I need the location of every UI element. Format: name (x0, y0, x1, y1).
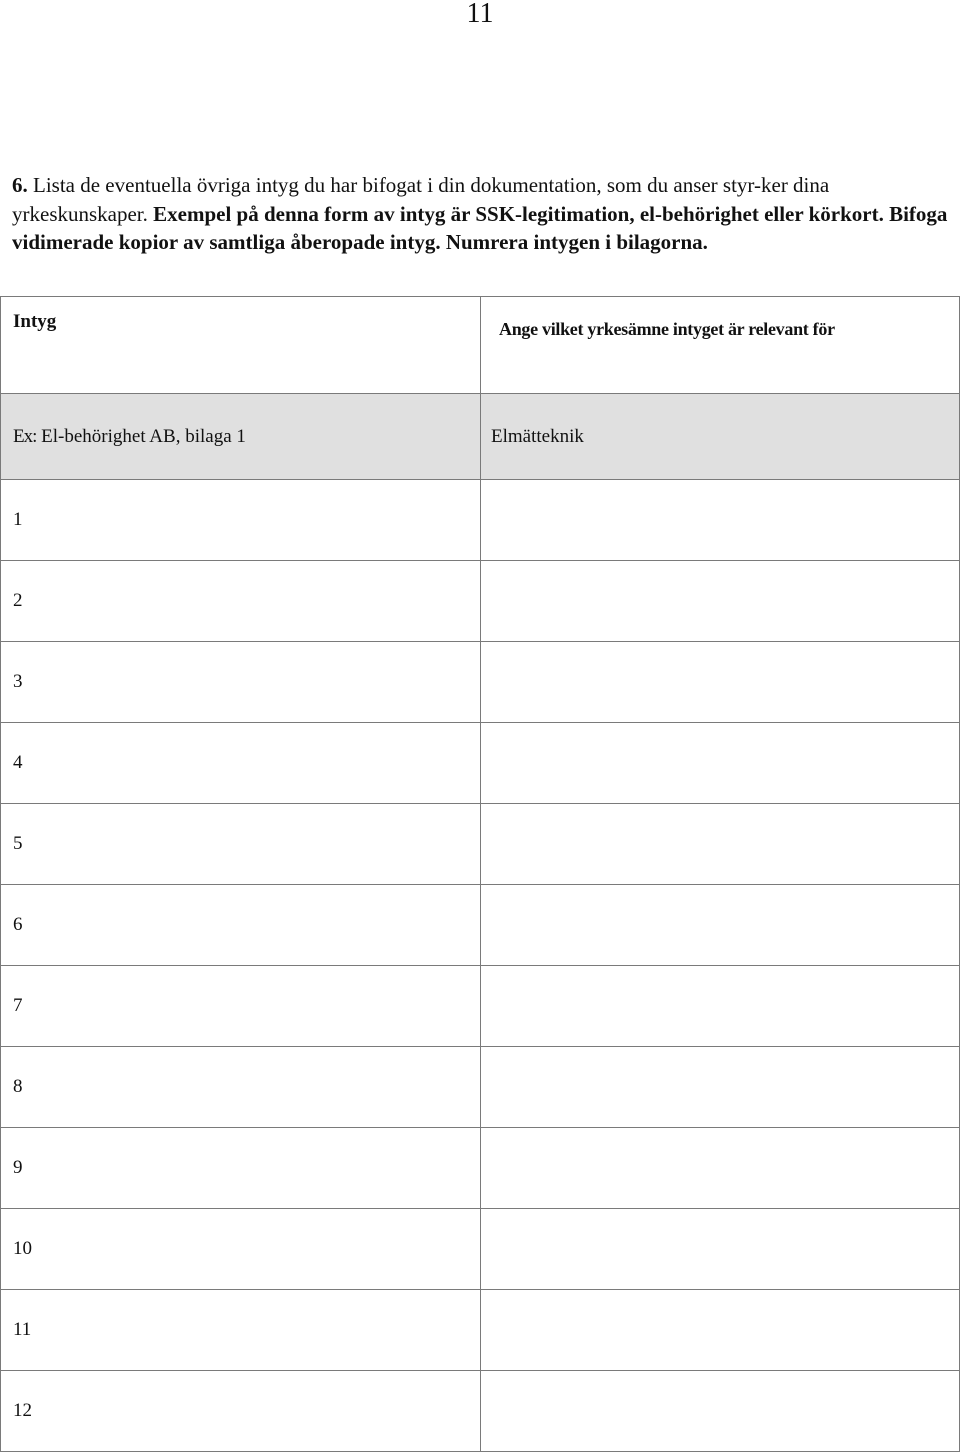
row-number: 12 (13, 1400, 32, 1421)
example-certificate-text: El-behörighet AB, bilaga 1 (36, 425, 246, 447)
row-relevance-cell[interactable] (481, 885, 960, 966)
row-certificate-cell[interactable] (1, 723, 481, 804)
example-subject: Elmätteknik (481, 394, 960, 480)
table-row (1, 1290, 960, 1371)
table-row (1, 966, 960, 1047)
row-relevance-cell[interactable] (481, 1290, 960, 1371)
question-text (12, 171, 952, 257)
row-number: 8 (13, 1076, 23, 1097)
row-certificate-cell[interactable] (1, 642, 481, 723)
table-row (1, 885, 960, 966)
row-number: 1 (13, 509, 23, 530)
table-row (1, 480, 960, 561)
row-number: 7 (13, 995, 23, 1016)
header-certificate: Intyg (1, 297, 481, 394)
row-certificate-cell[interactable] (1, 480, 481, 561)
row-certificate-cell[interactable] (1, 1290, 481, 1371)
table-row (1, 1128, 960, 1209)
row-number: 11 (13, 1319, 32, 1340)
row-number: 4 (13, 752, 23, 773)
table-header-row (1, 297, 960, 394)
example-row (1, 394, 960, 480)
row-relevance-cell[interactable] (481, 561, 960, 642)
row-certificate-cell[interactable] (1, 1371, 481, 1452)
numbered-rows (1, 480, 960, 1452)
row-number: 9 (13, 1157, 23, 1178)
row-certificate-cell[interactable] (1, 1047, 481, 1128)
row-certificate-cell[interactable] (1, 885, 481, 966)
table-row (1, 723, 960, 804)
table-row (1, 642, 960, 723)
question-number: 6. (12, 173, 28, 197)
row-relevance-cell[interactable] (481, 966, 960, 1047)
header-relevant-subject: Ange vilket yrkesämne intyget är relevant för (481, 297, 960, 394)
question-instructions: Exempel på denna form av intyg är SSK-legitimation, el-behörighet eller körkort. Bifoga vidimerade kopior av samtliga åberopade intyg. Numrera intygen i bilagorna. (12, 201, 948, 254)
row-relevance-cell[interactable] (481, 1128, 960, 1209)
example-prefix: Ex: (13, 425, 37, 447)
table-row (1, 1209, 960, 1290)
row-relevance-cell[interactable] (481, 480, 960, 561)
question-lead: Lista de eventuella övriga intyg du har bifogat i din dokumentation, som du anser styr-ker dina yrkeskunskaper. (12, 173, 830, 226)
row-relevance-cell[interactable] (481, 723, 960, 804)
page-number: 11 (466, 0, 494, 29)
row-number: 5 (13, 833, 23, 854)
row-number: 6 (13, 914, 23, 935)
row-number: 10 (13, 1238, 32, 1259)
table-row (1, 1371, 960, 1452)
row-certificate-cell[interactable] (1, 1209, 481, 1290)
row-relevance-cell[interactable] (481, 1209, 960, 1290)
row-relevance-cell[interactable] (481, 1047, 960, 1128)
row-certificate-cell[interactable] (1, 1128, 481, 1209)
table-row (1, 561, 960, 642)
row-certificate-cell[interactable] (1, 966, 481, 1047)
row-number: 2 (13, 590, 23, 611)
row-relevance-cell[interactable] (481, 642, 960, 723)
table-row (1, 1047, 960, 1128)
certificates-table (0, 296, 960, 1452)
row-relevance-cell[interactable] (481, 1371, 960, 1452)
example-certificate (1, 394, 481, 480)
row-number: 3 (13, 671, 23, 692)
row-certificate-cell[interactable] (1, 804, 481, 885)
row-relevance-cell[interactable] (481, 804, 960, 885)
table-row (1, 804, 960, 885)
row-certificate-cell[interactable] (1, 561, 481, 642)
